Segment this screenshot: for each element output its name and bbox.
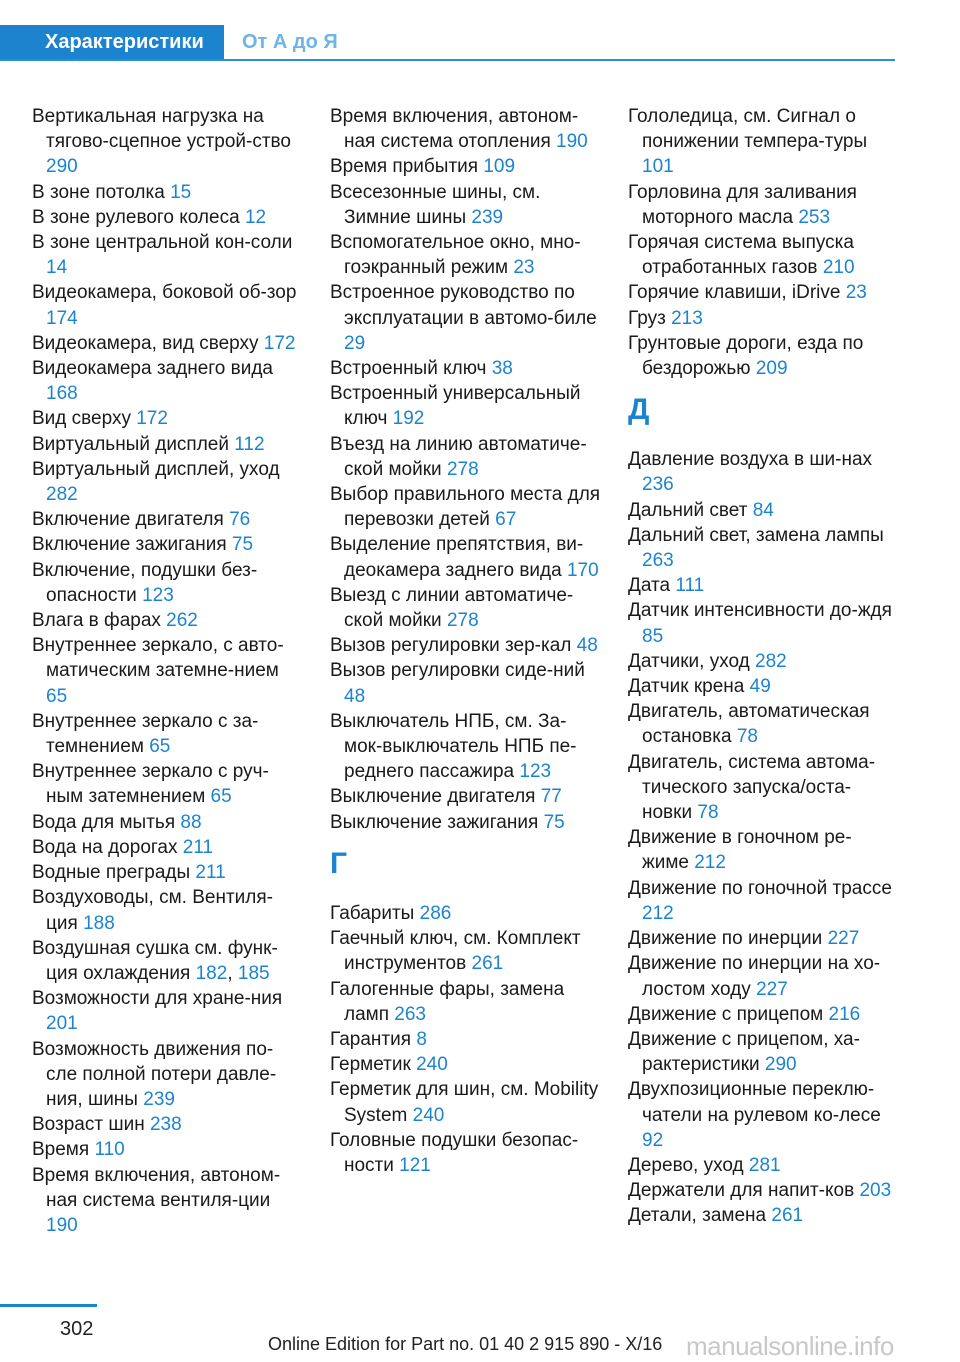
- index-entry: [32, 1037, 302, 1113]
- page-ref-link[interactable]: 112: [234, 433, 265, 455]
- index-entry: [628, 1002, 896, 1027]
- index-entry: [330, 230, 602, 280]
- index-entry: [330, 901, 602, 926]
- index-entry-text: Видеокамера, боковой об-зор: [32, 282, 297, 304]
- index-entry: [628, 1203, 896, 1228]
- index-column-2: [330, 104, 602, 1178]
- index-entry: [32, 457, 302, 507]
- index-entry-text: Вертикальная нагрузка на тягово-сцепное устрой-ство: [32, 106, 291, 153]
- page-ref-link[interactable]: 212: [694, 852, 726, 874]
- page-ref-link[interactable]: 190: [556, 131, 588, 153]
- page-ref-link[interactable]: 261: [471, 953, 504, 975]
- index-entry-text: Воздушная сушка см. функ-ция охлаждения: [32, 937, 278, 984]
- index-entry-text: Датчик интенсивности до-ждя: [628, 600, 892, 622]
- index-entry: [32, 280, 302, 330]
- index-entry: [330, 926, 602, 976]
- index-entry-text: Возможность движения по-сле полной потери давле-ния, шины: [32, 1038, 277, 1110]
- page-ref-link[interactable]: 78: [697, 802, 719, 824]
- index-entry-text: В зоне потолка: [32, 181, 165, 203]
- page-ref-link[interactable]: 75: [231, 534, 254, 556]
- page-ref-link[interactable]: 65: [149, 736, 171, 758]
- index-entry-text: Внутреннее зеркало с руч-ным затемнением: [32, 761, 269, 808]
- index-entry: [628, 1178, 896, 1203]
- index-entry-text: Гарантия: [330, 1028, 412, 1050]
- index-entry: [32, 885, 302, 935]
- page-ref-link[interactable]: 172: [136, 408, 168, 430]
- page-ref-link[interactable]: 212: [642, 902, 674, 924]
- index-entry: [628, 573, 896, 598]
- index-entry-text: Время: [32, 1139, 90, 1161]
- index-entry: [32, 356, 302, 406]
- header-divider: [0, 59, 895, 61]
- index-entry-text: Горячая система выпуска отработанных газов: [628, 232, 854, 279]
- index-entry: [628, 750, 896, 826]
- index-entry: [628, 699, 896, 749]
- page-ref-link[interactable]: 185: [237, 962, 270, 984]
- index-entry-text: Гололедица, см. Сигнал о понижении темпера-туры: [628, 106, 868, 153]
- index-entry-text: Время включения, автоном-ная система отопления: [330, 106, 579, 153]
- index-entry: [628, 280, 896, 305]
- page-ref-link[interactable]: 203: [859, 1180, 892, 1202]
- index-entry: [628, 825, 896, 875]
- index-entry: [628, 1153, 896, 1178]
- index-entry-text: Вызов регулировки сиде-ний: [330, 660, 585, 682]
- page-ref-link[interactable]: 88: [180, 811, 202, 833]
- index-entry-text: Дальний свет: [628, 499, 748, 521]
- index-entry: [32, 860, 302, 885]
- index-entry: [32, 986, 302, 1036]
- index-entry-text: Встроенный универсальный ключ: [330, 383, 581, 430]
- index-entry: [330, 1128, 602, 1178]
- index-column-1: [32, 104, 302, 1238]
- index-entry: [32, 709, 302, 759]
- page-ref-link[interactable]: 227: [827, 928, 860, 950]
- index-entry-text: Движение по гоночной трассе: [628, 877, 892, 899]
- index-entry: [330, 280, 602, 356]
- page-ref-link[interactable]: 211: [195, 862, 226, 884]
- index-entry: [628, 876, 896, 926]
- index-entry-text: Герметик для шин, см. Mobility System: [330, 1079, 599, 1126]
- index-entry: [32, 810, 302, 835]
- index-entry-text: Виртуальный дисплей, уход: [32, 458, 280, 480]
- page-ref-link[interactable]: 174: [46, 307, 78, 329]
- index-entry-text: Датчик крена: [628, 676, 745, 698]
- index-entry: [32, 759, 302, 809]
- index-letter-heading: Д: [628, 393, 650, 427]
- index-entry: [32, 180, 302, 205]
- page-ref-link[interactable]: 123: [142, 584, 174, 606]
- page-ref-link[interactable]: 262: [166, 610, 198, 632]
- index-entry: [32, 104, 302, 180]
- index-entry-text: Внутреннее зеркало, с авто-матическим затемне-нием: [32, 635, 284, 682]
- index-entry: [330, 432, 602, 482]
- index-entry: [330, 633, 602, 658]
- page-ref-link[interactable]: 15: [170, 181, 192, 203]
- tab-a-to-z[interactable]: От А до Я: [242, 31, 338, 53]
- footer-divider: [0, 1304, 97, 1307]
- index-entry: [330, 1027, 602, 1052]
- page-ref-link[interactable]: 209: [755, 358, 788, 380]
- page-ref-link[interactable]: 111: [675, 575, 705, 597]
- index-entry-text: Возраст шин: [32, 1114, 145, 1136]
- index-entry: [330, 154, 602, 179]
- index-entry: [628, 649, 896, 674]
- index-entry-text: Выключатель НПБ, см. За-мок-выключатель НПБ пе-реднего пассажира: [330, 710, 577, 783]
- page-ref-link[interactable]: 238: [149, 1114, 182, 1136]
- index-entry-text: Головные подушки безопас-ности: [330, 1129, 579, 1176]
- index-entry-text: В зоне рулевого колеса: [32, 206, 240, 228]
- index-entry-text: Галогенные фары, замена ламп: [330, 978, 565, 1025]
- page-ref-link[interactable]: 182: [195, 962, 228, 984]
- index-entry: [628, 498, 896, 523]
- page-ref-link[interactable]: 48: [344, 685, 366, 707]
- page-ref-link[interactable]: 14: [46, 257, 68, 279]
- index-entry: [628, 447, 896, 497]
- page-ref-link[interactable]: 84: [752, 499, 774, 521]
- index-entry-text: Видеокамера, вид сверху: [32, 332, 259, 354]
- index-entry-text: Двигатель, автоматическая остановка: [628, 701, 870, 748]
- index-entry: [32, 205, 302, 230]
- index-entry: [628, 104, 896, 180]
- page-ref-link[interactable]: 240: [416, 1054, 448, 1076]
- index-entry: [628, 926, 896, 951]
- index-entry-text: Горловина для заливания моторного масла: [628, 181, 857, 228]
- index-entry-text: Водные преграды: [32, 862, 191, 884]
- index-entry-text: Герметик: [330, 1054, 411, 1076]
- page-ref-link[interactable]: 78: [736, 726, 758, 748]
- index-entry-text: Воздуховоды, см. Вентиля-ция: [32, 887, 273, 934]
- page-ref-link[interactable]: 282: [46, 484, 78, 506]
- page-ref-link[interactable]: 48: [576, 635, 598, 657]
- index-entry-text: Вид сверху: [32, 408, 131, 430]
- page-ref-link[interactable]: 263: [642, 550, 674, 572]
- page-ref-link[interactable]: 216: [828, 1003, 861, 1025]
- index-entry-text: Встроенное руководство по эксплуатации в автомо-биле: [330, 282, 597, 329]
- index-column-3: [628, 104, 896, 1229]
- page-ref-link[interactable]: 65: [210, 786, 232, 808]
- index-entry: [32, 230, 302, 280]
- index-entry-text: Движение по инерции: [628, 928, 823, 950]
- page-ref-link[interactable]: 263: [394, 1003, 426, 1025]
- page-ref-link[interactable]: 290: [764, 1054, 797, 1076]
- page-ref-link[interactable]: 101: [642, 156, 674, 178]
- edition-note: Online Edition for Part no. 01 40 2 915 890 - X/16: [268, 1334, 663, 1354]
- index-entry: [330, 709, 602, 785]
- index-entry: [628, 1027, 896, 1077]
- index-entry: [330, 583, 602, 633]
- index-entry: [330, 810, 602, 835]
- page-ref-link[interactable]: 29: [344, 332, 366, 354]
- index-entry: [628, 230, 896, 280]
- page-ref-link[interactable]: 211: [182, 836, 214, 858]
- page-ref-link[interactable]: 201: [46, 1013, 78, 1035]
- index-entry: [32, 835, 302, 860]
- index-entry-text: Встроенный ключ: [330, 358, 487, 380]
- index-entry: [628, 180, 896, 230]
- index-entry-text: Включение зажигания: [32, 534, 227, 556]
- index-entry-text: Всесезонные шины, см. Зимние шины: [330, 181, 541, 228]
- page-ref-link[interactable]: 76: [229, 509, 251, 531]
- index-entry-text: Вода на дорогах: [32, 836, 178, 858]
- page-ref-link[interactable]: 170: [566, 559, 599, 581]
- index-entry: [628, 598, 896, 648]
- index-entry: [32, 1137, 302, 1162]
- index-entry: [32, 507, 302, 532]
- index-entry-text: Вспомогательное окно, мно-гоэкранный режим: [330, 232, 581, 279]
- index-entry: [628, 951, 896, 1001]
- page-ref-link[interactable]: 172: [263, 332, 296, 354]
- index-entry: Воздушная сушка см. функ-ция охлаждения 182, 185: [32, 937, 278, 984]
- index-entry: [32, 532, 302, 557]
- index-entry-text: Датчики, уход: [628, 650, 750, 672]
- index-entry-text: Гаечный ключ, см. Комплект инструментов: [330, 928, 581, 975]
- index-entry: [32, 1163, 302, 1239]
- page-ref-link[interactable]: 213: [671, 307, 703, 329]
- page-ref-link[interactable]: 278: [446, 610, 479, 632]
- page-ref-link[interactable]: 210: [822, 257, 855, 279]
- page-ref-link[interactable]: 65: [46, 685, 68, 707]
- header-bar: [0, 0, 895, 62]
- page-ref-link[interactable]: 12: [244, 206, 267, 228]
- index-entry: [628, 523, 896, 573]
- index-entry: [330, 784, 602, 809]
- page-ref-link[interactable]: 281: [748, 1154, 781, 1176]
- page-number: 302: [60, 1318, 94, 1340]
- index-entry-text: Время включения, автоном-ная система вентиля-ции: [32, 1164, 281, 1211]
- index-entry-text: Дата: [628, 575, 671, 597]
- index-entry: [628, 674, 896, 699]
- page-ref-link[interactable]: 190: [46, 1214, 78, 1236]
- page-ref-link[interactable]: 8: [416, 1028, 427, 1050]
- page-ref-link[interactable]: 92: [642, 1129, 664, 1151]
- index-entry-text: Выключение зажигания: [330, 811, 539, 833]
- page-ref-link[interactable]: 77: [540, 786, 562, 808]
- page-ref-link[interactable]: 121: [399, 1154, 431, 1176]
- page-ref-link[interactable]: 282: [755, 650, 787, 672]
- index-entry-text: Время прибытия: [330, 156, 479, 178]
- index-entry: [32, 432, 302, 457]
- index-entry-text: Выбор правильного места для перевозки детей: [330, 484, 601, 531]
- index-entry-text: Возможности для хране-ния: [32, 988, 283, 1010]
- page-ref-link[interactable]: 240: [412, 1104, 445, 1126]
- page-ref-link[interactable]: 23: [845, 282, 867, 304]
- page-ref-link[interactable]: 168: [46, 383, 78, 405]
- page-ref-link[interactable]: 38: [491, 358, 513, 380]
- index-entry: [330, 1077, 602, 1127]
- page-ref-link[interactable]: 290: [46, 156, 78, 178]
- page-ref-link[interactable]: 227: [756, 978, 788, 1000]
- index-entry: [330, 658, 602, 708]
- index-entry: [330, 381, 602, 431]
- index-entry-text: Горячие клавиши, iDrive: [628, 282, 841, 304]
- index-entry-text: Включение двигателя: [32, 509, 224, 531]
- index-entry-text: Включение, подушки без-опасности: [32, 559, 258, 606]
- index-entry: [32, 1112, 302, 1137]
- index-entry-text: Давление воздуха в ши-нах: [628, 449, 873, 471]
- index-entry-text: Движение в гоночном ре-жиме: [628, 827, 852, 874]
- index-entry-text: Движение по инерции на хо-лостом ходу: [628, 953, 881, 1000]
- index-entry: [330, 180, 602, 230]
- index-entry: [330, 1052, 602, 1077]
- page-ref-link[interactable]: 67: [495, 509, 517, 531]
- index-entry-text: Выезд с линии автоматиче-ской мойки: [330, 584, 574, 632]
- index-entry-text: Виртуальный дисплей: [32, 433, 229, 455]
- page-ref-link[interactable]: 109: [483, 156, 516, 178]
- index-entry: [330, 482, 602, 532]
- index-entry-text: В зоне центральной кон-соли: [32, 232, 293, 254]
- page-ref-link[interactable]: 75: [543, 811, 565, 833]
- index-entry: [32, 608, 302, 633]
- page-ref-link[interactable]: 261: [771, 1205, 804, 1227]
- index-entry: [330, 104, 602, 154]
- index-entry: [32, 331, 302, 356]
- index-entry-text: Вода для мытья: [32, 811, 176, 833]
- index-entry-text: Въезд на линию автоматиче-ской мойки: [330, 433, 587, 480]
- index-entry: [628, 306, 896, 331]
- page-ref-link[interactable]: 85: [642, 625, 664, 647]
- index-entry: [330, 532, 602, 582]
- watermark: manualsonline.info: [686, 1331, 894, 1361]
- index-entry-text: Влага в фарах: [32, 610, 161, 632]
- index-entry-text: Двухпозиционные переклю-чатели на рулевом ко-лесе: [628, 1079, 881, 1126]
- page-ref-link[interactable]: 239: [471, 206, 504, 228]
- index-entry: [32, 558, 302, 608]
- index-entry-text: Выключение двигателя: [330, 786, 536, 808]
- index-entry: [32, 633, 302, 709]
- index-entry: [32, 406, 302, 431]
- page-ref-link[interactable]: 286: [419, 902, 452, 924]
- index-entry-text: Вызов регулировки зер-кал: [330, 635, 572, 657]
- index-entry: [330, 977, 602, 1027]
- index-entry-text: Движение с прицепом: [628, 1003, 824, 1025]
- index-entry-text: Детали, замена: [628, 1205, 767, 1227]
- page-ref-link[interactable]: 236: [642, 474, 674, 496]
- page-ref-link[interactable]: 23: [513, 257, 535, 279]
- index-entry-text: Движение с прицепом, ха-рактеристики: [628, 1028, 860, 1076]
- index-entry-text: Габариты: [330, 902, 415, 924]
- index-entry: [628, 331, 896, 381]
- index-entry: [330, 356, 602, 381]
- page-ref-link[interactable]: 239: [143, 1088, 175, 1110]
- index-entry-text: Дальний свет, замена лампы: [628, 524, 884, 546]
- index-letter-heading: Г: [330, 846, 348, 880]
- index-entry-text: Грунтовые дороги, езда по бездорожью: [628, 332, 864, 380]
- page-ref-link[interactable]: 253: [798, 206, 831, 228]
- tab-characteristics-label[interactable]: Характеристики: [45, 31, 204, 53]
- index-entry-text: Двигатель, система автома-тического запуска/оста-новки: [628, 751, 876, 824]
- index-entry-text: Внутреннее зеркало с за-темнением: [32, 710, 259, 758]
- index-entry-text: Видеокамера заднего вида: [32, 358, 273, 380]
- page-ref-link[interactable]: 123: [519, 761, 552, 783]
- page-ref-link[interactable]: 278: [446, 458, 479, 480]
- index-entry-text: Держатели для напит-ков: [628, 1180, 855, 1202]
- page-ref-link[interactable]: 188: [83, 912, 115, 934]
- index-entry: [628, 1077, 896, 1153]
- index-entry-text: Выделение препятствия, ви-деокамера заднего вида: [330, 534, 584, 581]
- page-ref-link[interactable]: 192: [392, 408, 425, 430]
- page-ref-link[interactable]: 110: [94, 1139, 125, 1161]
- index-entry-text: Дерево, уход: [628, 1154, 744, 1176]
- page-ref-link[interactable]: 49: [749, 676, 771, 698]
- index-entry-text: Груз: [628, 307, 666, 329]
